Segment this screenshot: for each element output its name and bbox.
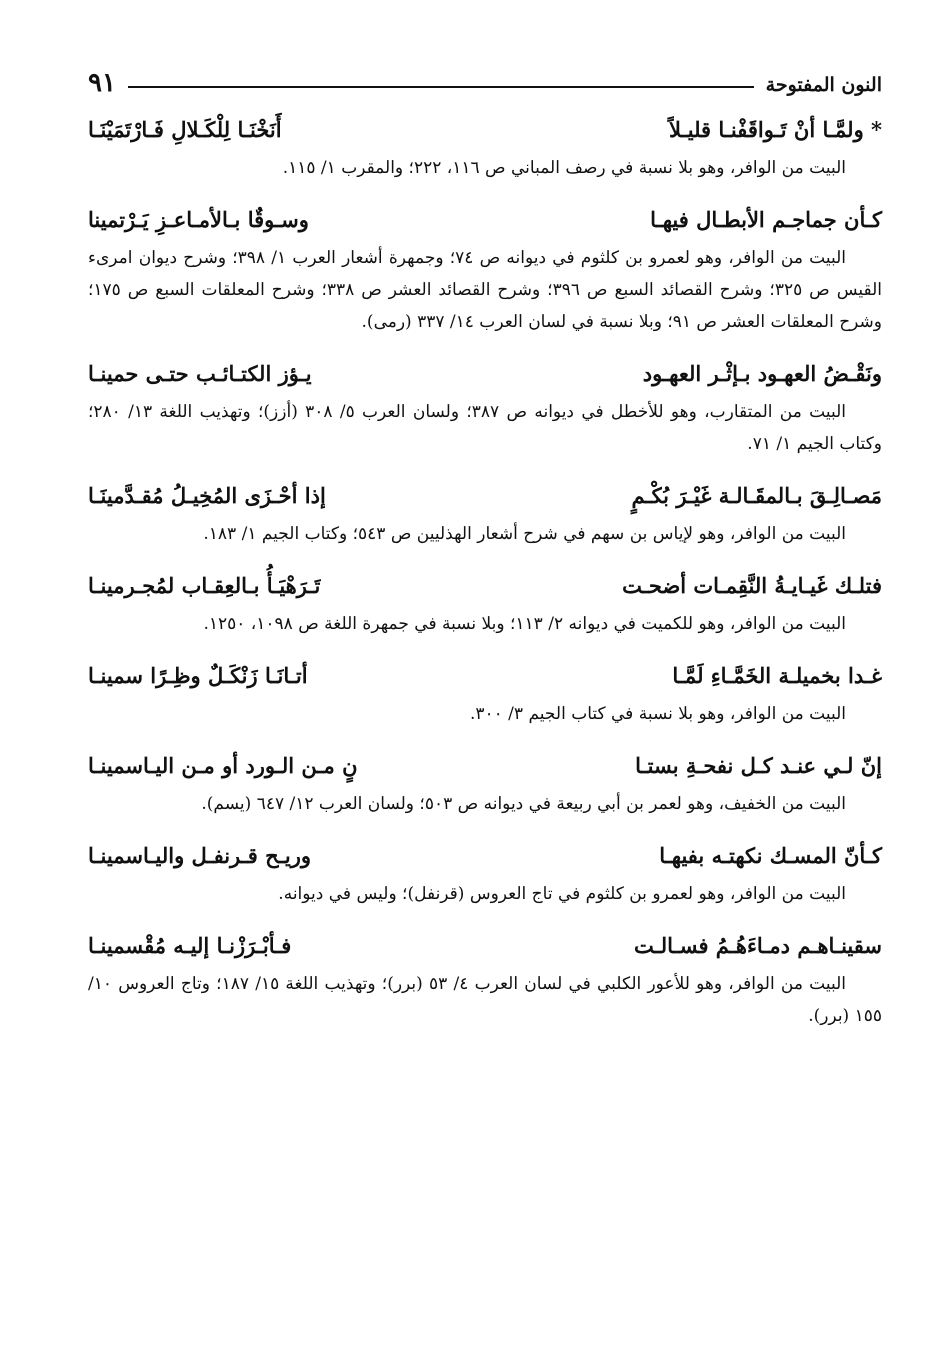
first-hemistich: مَصـالِـقَ بـالمقَـالـة غَيْـرَ بُكْـمٍ [631,483,882,508]
verse-note: البيت من الوافر، وهو بلا نسبة في كتاب الجيم ٣/ ٣٠٠. [469,704,846,724]
first-hemistich: كـأنّ المسـك نكهتـه بفيهـا [659,843,882,868]
verse-note: البيت من الوافر، وهو لعمرو بن كلثوم في تاج العروس (قرنفل)؛ وليس في ديوانه. [278,884,846,904]
verse-entry [88,656,882,730]
second-hemistich: فـأبْـرَزْنـا إليـه مُقْسمينـا [88,933,292,958]
second-hemistich: وسـوقٌا بـالأمـاعـزِ يَـرْتمينا [88,207,309,232]
verse-line [88,200,882,240]
first-hemistich: فتلـك غَيـايـةُ النَّقِمـات أضحـت [622,573,882,598]
verse-entry [88,476,882,550]
verse-line [88,746,882,786]
verse-entry [88,354,882,460]
first-hemistich: ونَقْـضُ العهـود بـإثْـر العهـود [642,361,882,386]
verse-entry [88,566,882,640]
verse-entry [88,746,882,820]
verse-entry [88,836,882,910]
verse-line [88,656,882,696]
verse-note: البيت من المتقارب، وهو للأخطل في ديوانه ص ٣٨٧؛ ولسان العرب ٥/ ٣٠٨ (أزز)؛ وتهذيب اللغة ١٣/ ٢٨٠؛ وكتاب الجيم ١/ ٧١. [88,402,882,454]
page [88,60,882,1315]
second-hemistich: إذا أحْـزَى المُخِيـلُ مُقـدَّمينَـا [88,483,326,508]
header-rule [128,86,754,88]
verse-note: البيت من الوافر، وهو للكميت في ديوانه ٢/ ١١٣؛ وبلا نسبة في جمهرة اللغة ص ١٠٩٨، ١٢٥٠. [203,614,846,634]
second-hemistich: أتـانَـا زَنْكَـلٌ وظِـرًا سمينـا [88,663,308,688]
verse-line [88,926,882,966]
verse-note: البيت من الوافر، وهو للأعور الكلبي في لسان العرب ٤/ ٥٣ (برر)؛ وتهذيب اللغة ١٥/ ١٨٧؛ وتاج العروس ١٠/ ١٥٥ (برر). [88,974,882,1026]
page-number: ٩١ [88,68,116,98]
second-hemistich: يـؤز الكتـائـب حتـى حمينـا [88,361,312,386]
verse-line [88,354,882,394]
first-hemistich: غـدا بخميلـة الخَمَّـاءِ لَمَّـا [672,663,882,688]
verse-note: البيت من الوافر، وهو بلا نسبة في رصف المباني ص ١١٦، ٢٢٢؛ والمقرب ١/ ١١٥. [282,158,846,178]
first-hemistich: سقينـاهـم دمـاءَهُـمُ فسـالـت [634,933,882,958]
verse-entry [88,110,882,184]
second-hemistich: أَنَخْنَـا لِلْكَـلالِ فَـارْتَمَيْنَـا [88,117,282,142]
first-hemistich: إنّ لـي عنـد كـل نفحـةِ بستـا [635,753,882,778]
first-hemistich: * ولمَّـا أنْ تَـواقَفْنـا قليـلاً [669,117,882,142]
chapter-title: النون المفتوحة [765,74,882,96]
second-hemistich: تَـرَهْيَـأُ بـالعِقـاب لمُجـرمينـا [88,573,321,598]
first-hemistich: كـأن جماجـم الأبطـال فيهـا [650,207,882,232]
verse-line [88,836,882,876]
second-hemistich: وريـح قـرنفـل واليـاسمينـا [88,843,311,868]
running-header [88,60,882,96]
second-hemistich: نٍ مـن الـورد أو مـن اليـاسمينـا [88,753,358,778]
verse-entry [88,926,882,1032]
verse-note: البيت من الوافر، وهو لإياس بن سهم في شرح أشعار الهذليين ص ٥٤٣؛ وكتاب الجيم ١/ ١٨٣. [203,524,846,544]
verse-line [88,476,882,516]
verse-entry [88,200,882,338]
verse-line [88,566,882,606]
verse-line [88,110,882,150]
verse-note: البيت من الوافر، وهو لعمرو بن كلثوم في ديوانه ص ٧٤؛ وجمهرة أشعار العرب ١/ ٣٩٨؛ وشرح ديوان امرىء القيس ص ٣٢٥؛ وشرح القصائد السبع ص ٣٩٦؛ وشرح القصائد العشر ص ٣٣٨؛ وشرح المعلقات السبع ص ١٧٥؛ وشرح المعلقات العشر ص ٩١؛ وبلا نسبة في لسان العرب ١٤/ ٣٣٧ (رمى). [88,248,882,332]
verse-note: البيت من الخفيف، وهو لعمر بن أبي ربيعة في ديوانه ص ٥٠٣؛ ولسان العرب ١٢/ ٦٤٧ (يسم). [201,794,846,814]
